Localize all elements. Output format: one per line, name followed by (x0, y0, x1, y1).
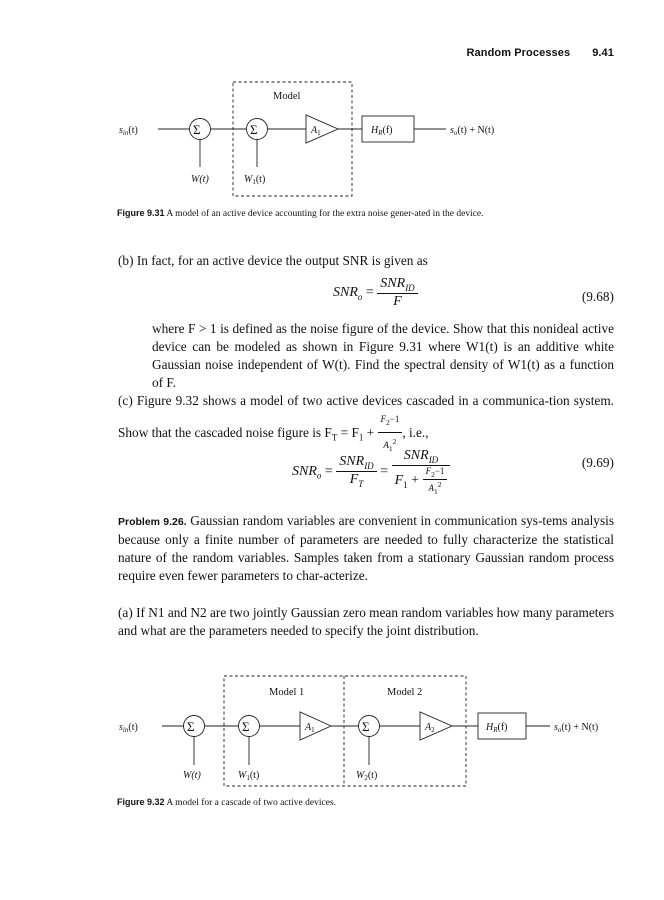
sigma-symbol: Σ (187, 719, 195, 734)
svg-text:so(t) + N(t): $s_o(t) + N(t)$ (450, 125, 495, 137)
svg-text:W2(t): $W_2(t)$ (356, 770, 378, 782)
problem-9-26 (118, 512, 614, 585)
svg-text:so(t) + N(t): $s_o(t) + N(t)$ (554, 722, 599, 734)
model2-label: Model 2 (387, 687, 423, 698)
equation-9-69: $SNR_o$ = $\frac{SNR_{ID}}{F_T}$ = $SNR_{ID}$ $F_1$ + $\frac{F_2-1}{A_1^2}$ (292, 448, 450, 495)
part-b-body: where F > 1 is defined as the noise figure of the device. Show that this nonideal active device can be modeled as shown in Figure 9.31 where W1(t) is an additive white Gaussian noise independent of W(t). Find the spectral density of W1(t) as a function of F. (152, 321, 614, 390)
svg-text:A1: $A_1$ (311, 125, 321, 137)
equation-9-68: $SNR_o$ = $\frac{SNR_{ID}}{F}$ (333, 276, 418, 310)
hr-label: H (371, 125, 379, 136)
output-label: s (554, 722, 558, 733)
page-number: 9.41 (592, 47, 614, 59)
figure-9-32 (0, 668, 664, 793)
svg-text:A1: $A_1$ (305, 722, 315, 734)
part-c-body: (c) Figure 9.32 shows a model of two active devices cascaded in a communica-tion system. Show that the cascaded noise figure is $F_T = F_1$ + $\frac{F_2-1}{A_1^2}$ , i.e., (118, 393, 614, 453)
amp-label: A (311, 125, 318, 136)
w-label: W(t) (191, 174, 209, 185)
w-label: W(t) (183, 770, 201, 781)
equation-number: (9.68) (581, 289, 614, 304)
problem-label: Problem 9.26. (118, 516, 187, 528)
a1-label: A (305, 722, 312, 733)
caption-label: Figure 9.32 (117, 797, 165, 807)
svg-text:W1(t): $W_1(t)$ (244, 174, 266, 186)
model-label: Model (273, 91, 301, 102)
part-a: (a) If N1 and N2 are two jointly Gaussian zero mean random variables how many parameters and what are the parameters needed to specify the joint distribution. (118, 605, 615, 638)
svg-text:sin(t): $s_{in}(t)$ (119, 722, 138, 734)
input-label: s (119, 722, 123, 733)
svg-text:sin(t): $s_{in}(t)$ (119, 125, 138, 137)
sigma-symbol: Σ (242, 719, 250, 734)
caption-9-32 (117, 797, 517, 809)
svg-text:W1(t): $W_1(t)$ (238, 770, 260, 782)
running-header (466, 47, 614, 59)
a2-label: A (425, 722, 432, 733)
caption-text: A model of an active device accounting for the extra noise gener-ated in the device. (166, 209, 484, 219)
hr-label: H (486, 722, 494, 733)
caption-text: A model for a cascade of two active devices. (166, 798, 336, 808)
sigma-symbol: Σ (362, 719, 370, 734)
sigma-symbol: Σ (250, 122, 258, 137)
problem-text: Gaussian random variables are convenient in communication sys-tems analysis because only a finite number of parameters are needed to fully characterize the statistical nature of the random variables. Samples taken from a stationary Gaussian random process require even fewer parameters to char-acterize. (118, 513, 614, 583)
svg-text:HR(f): $H_R(f)$ (486, 722, 508, 734)
header-section: Random Processes (466, 47, 571, 59)
model1-label: Model 1 (269, 687, 305, 698)
svg-text:A2: $A_2$ (425, 722, 435, 734)
caption-label: Figure 9.31 (117, 208, 165, 218)
figure-9-31 (0, 70, 664, 205)
sigma-symbol: Σ (193, 122, 201, 137)
equation-number: (9.69) (581, 455, 614, 470)
caption-9-31 (117, 208, 517, 220)
output-label: s (450, 125, 454, 136)
w1-label: W (238, 770, 247, 781)
input-label: s (119, 125, 123, 136)
w2-label: W (356, 770, 365, 781)
part-b-intro: (b) In fact, for an active device the output SNR is given as (118, 253, 428, 268)
w1-label: W (244, 174, 253, 185)
svg-text:HR(f): $H_R(f)$ (371, 125, 393, 137)
